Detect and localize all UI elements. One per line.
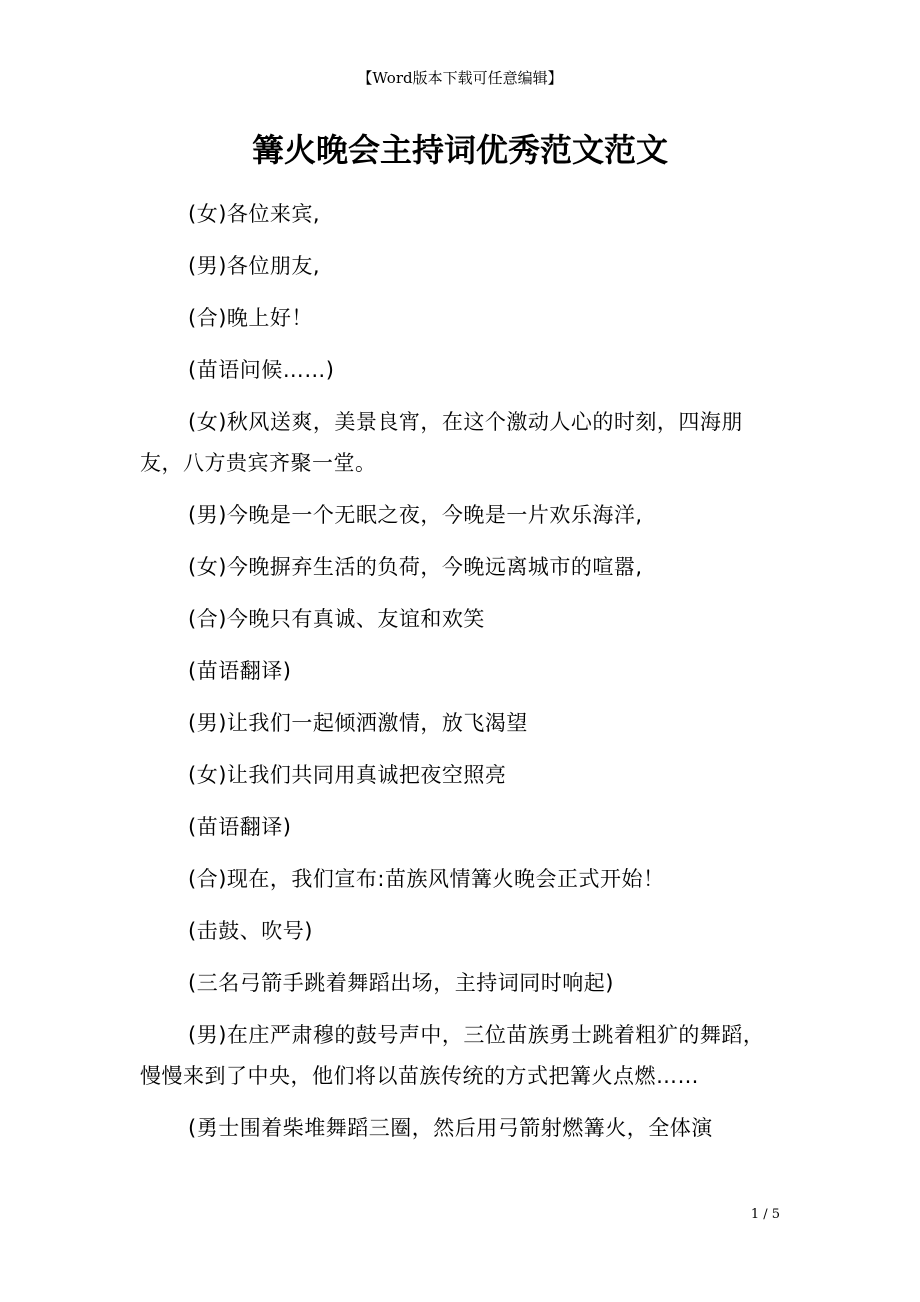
paragraph-6: (男)今晚是一个无眠之夜，今晚是一片欢乐海洋,	[188, 503, 643, 527]
paragraph-9: (苗语翻译)	[188, 659, 292, 683]
paragraph-5: (女)秋风送爽，美景良宵，在这个激动人心的时刻，四海朋友，八方贵宾齐聚一堂。	[140, 410, 743, 475]
paragraph-15: (三名弓箭手跳着舞蹈出场，主持词同时响起)	[188, 971, 614, 995]
paragraph-16: (男)在庄严肃穆的鼓号声中，三位苗族勇士跳着粗犷的舞蹈，慢慢来到了中央，他们将以苗族传统的方式把篝火点燃……	[140, 1023, 765, 1088]
paragraph-7: (女)今晚摒弃生活的负荷，今晚远离城市的喧嚣,	[188, 555, 643, 579]
paragraph-1: (女)各位来宾,	[188, 202, 321, 226]
paragraph-13: (合)现在，我们宣布:苗族风情篝火晚会正式开始！	[188, 867, 665, 891]
paragraph-11: (女)让我们共同用真诚把夜空照亮	[188, 763, 507, 787]
page-number: 1 / 5	[750, 1207, 780, 1222]
paragraph-10: (男)让我们一起倾洒激情，放飞渴望	[188, 711, 528, 735]
paragraph-3: (合)晚上好！	[188, 306, 313, 330]
paragraph-14: (击鼓、吹号)	[188, 919, 313, 943]
paragraph-12: (苗语翻译)	[188, 815, 292, 839]
document-body	[140, 194, 780, 1149]
download-note: 【Word版本下载可任意编辑】	[357, 69, 563, 87]
paragraph-17: (勇士围着柴堆舞蹈三圈，然后用弓箭射燃篝火，全体演	[188, 1116, 713, 1140]
paragraph-4: (苗语问候……)	[188, 358, 335, 382]
paragraph-8: (合)今晚只有真诚、友谊和欢笑	[188, 607, 485, 631]
paragraph-2: (男)各位朋友,	[188, 254, 321, 278]
document-title: 篝火晚会主持词优秀范文范文	[251, 131, 668, 169]
